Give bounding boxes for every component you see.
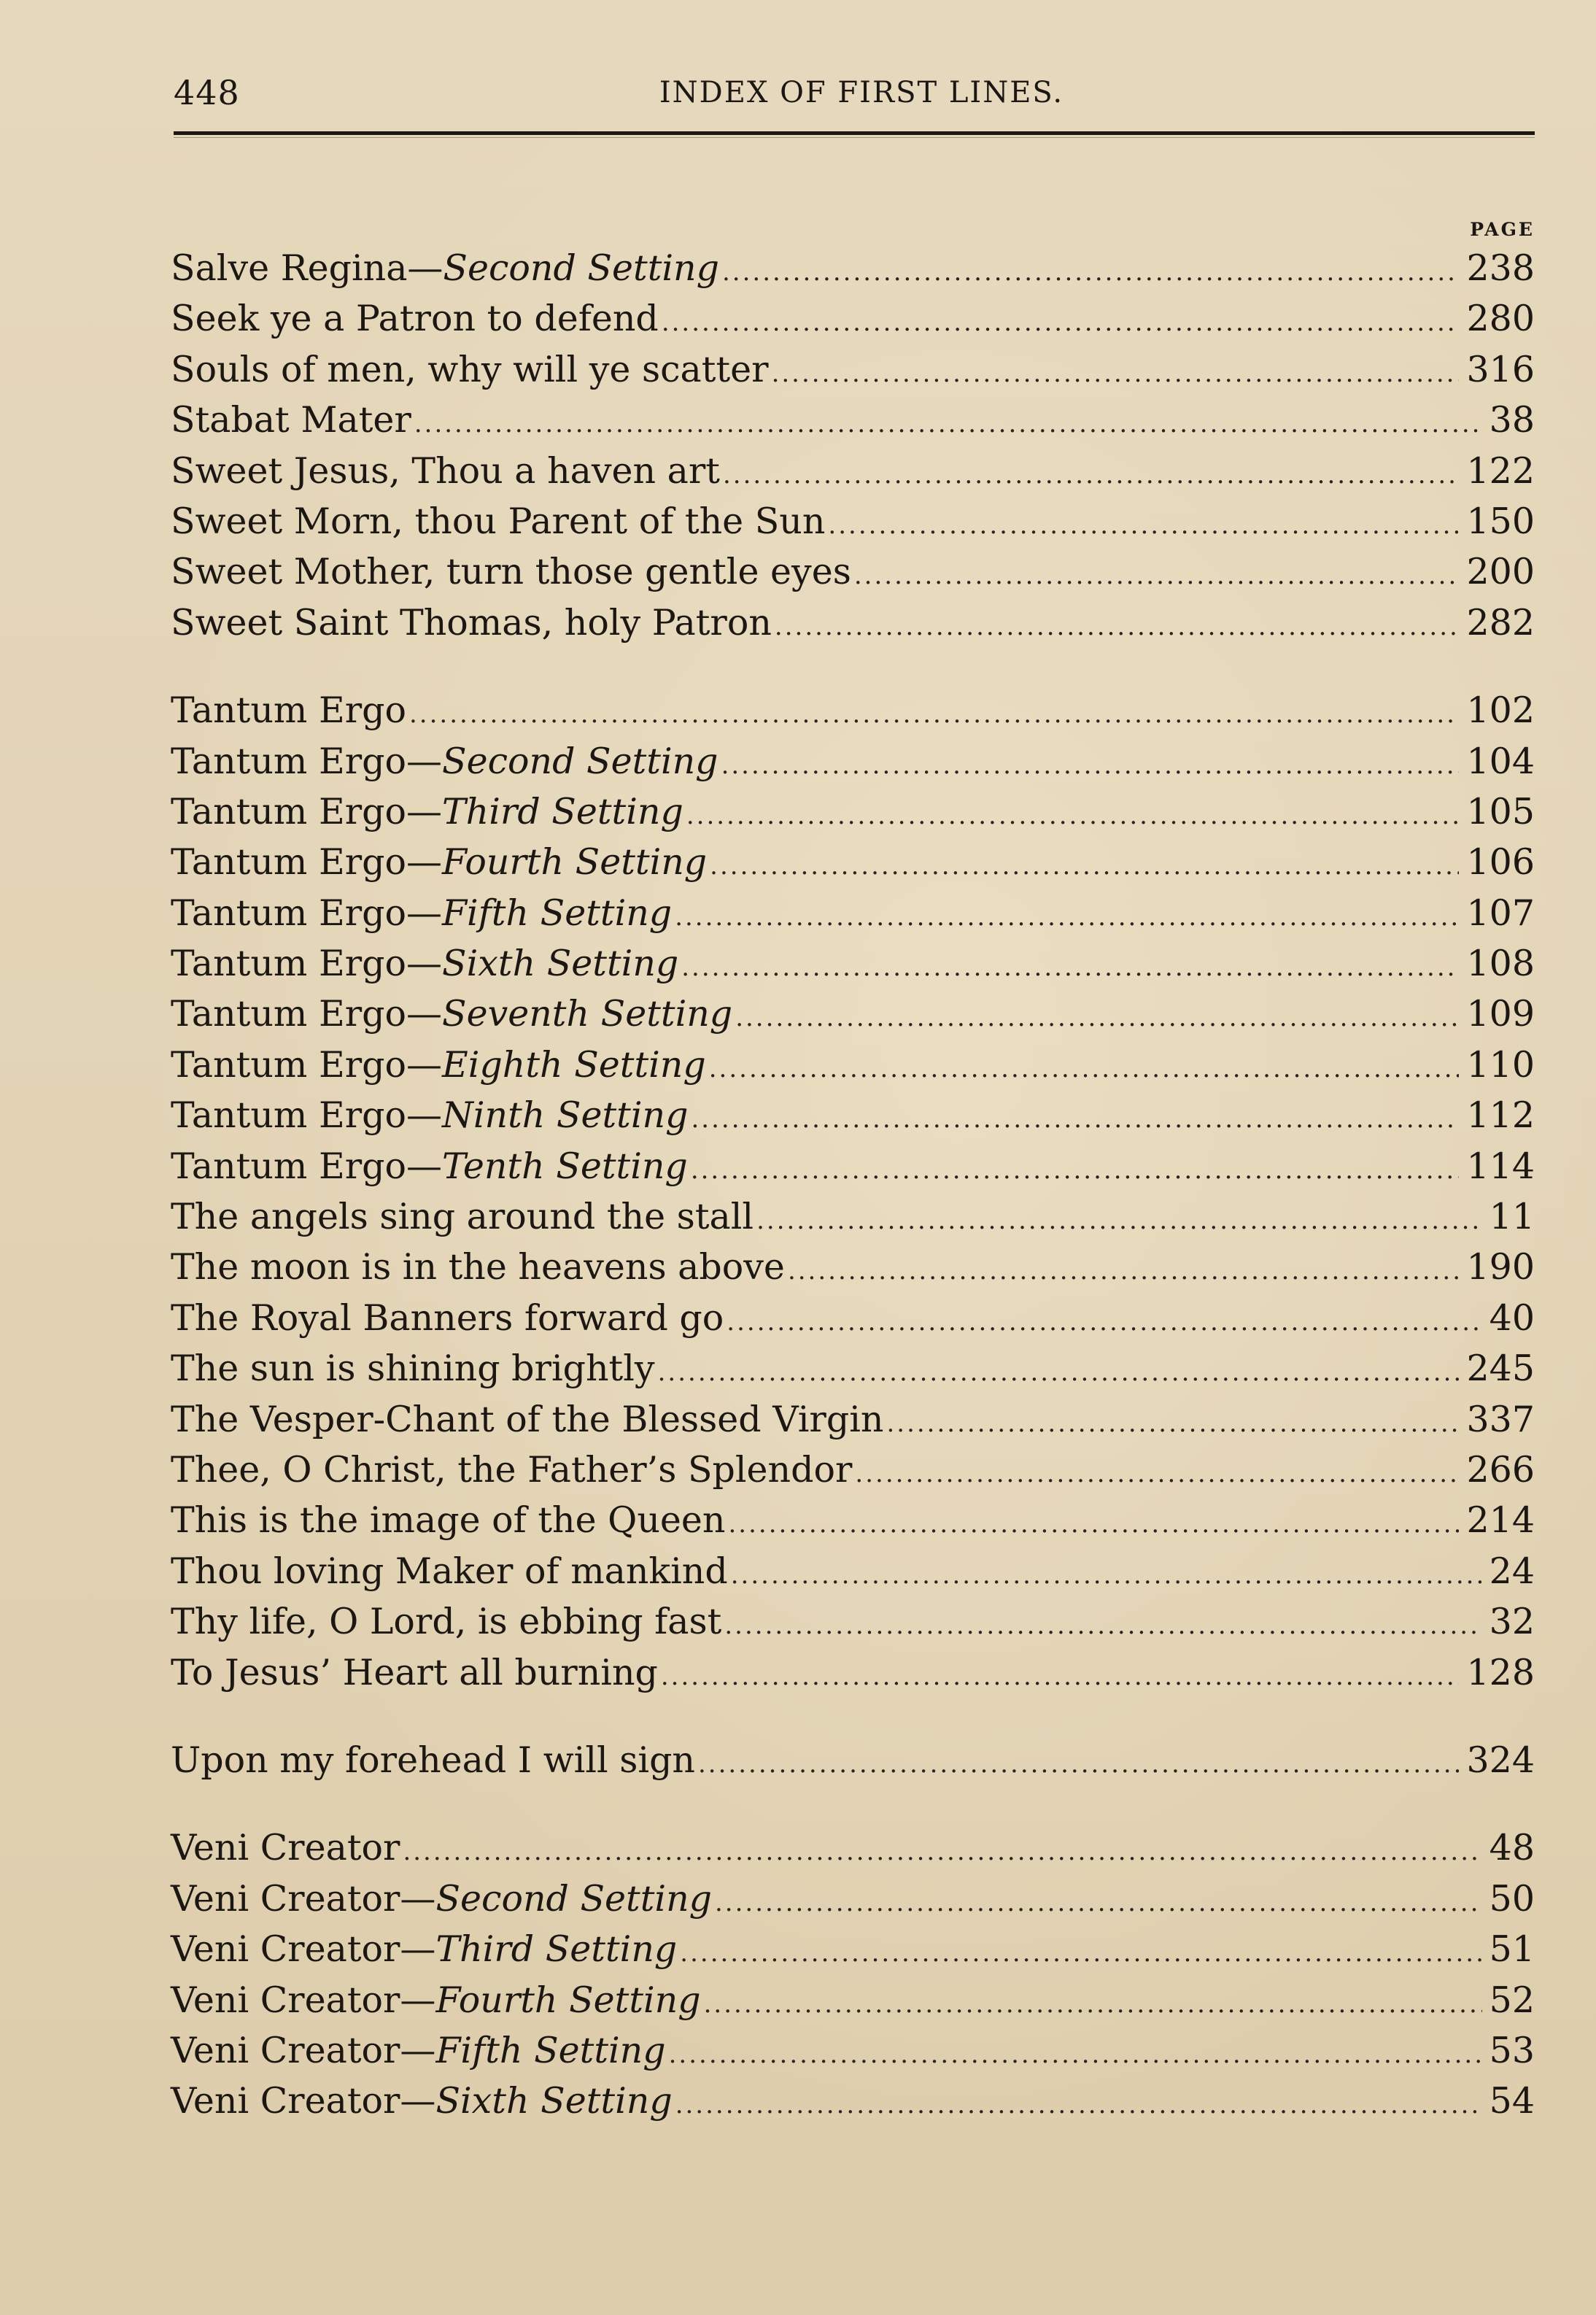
entry-first-line: Seek ye a Patron to defend [171, 298, 659, 340]
dot-leader [788, 1246, 1460, 1296]
index-entry [171, 736, 1535, 787]
dot-leader [686, 791, 1460, 841]
dot-leader [772, 349, 1460, 399]
dot-leader [691, 1145, 1460, 1196]
entry-first-line: The moon is in the heavens above [171, 1246, 785, 1288]
index-entry [171, 1191, 1535, 1242]
entry-title [171, 1735, 695, 1785]
entry-page-number: 108 [1466, 943, 1535, 985]
dot-leader [828, 501, 1459, 551]
index-entry [171, 344, 1535, 395]
index-entry [171, 1546, 1535, 1596]
entry-first-line: Veni Creator— [171, 2029, 436, 2071]
entry-title [171, 1975, 701, 2025]
entry-setting: Sixth Setting [442, 943, 679, 985]
page-number: 448 [174, 73, 240, 112]
entry-title [171, 1924, 677, 1974]
dot-leader [723, 450, 1459, 501]
dot-leader [681, 943, 1459, 993]
entry-page-number: 40 [1489, 1296, 1535, 1339]
index-entry [171, 1596, 1535, 1647]
entry-page-number: 150 [1466, 500, 1535, 542]
entry-title [171, 446, 720, 496]
entry-page-number: 24 [1489, 1550, 1535, 1592]
dot-leader [855, 1449, 1459, 1499]
entry-first-line: Sweet Jesus, Thou a haven art [171, 449, 720, 492]
entry-first-line: Salve Regina— [171, 247, 443, 289]
dot-leader [658, 1348, 1460, 1398]
dot-leader [710, 841, 1459, 892]
index-entry [171, 1874, 1535, 1924]
entry-page-number: 238 [1466, 247, 1535, 289]
entry-page-number: 324 [1466, 1739, 1535, 1781]
entry-title [171, 243, 719, 293]
dot-leader [724, 1601, 1481, 1651]
entry-first-line: Veni Creator— [171, 1877, 436, 1920]
entry-title [171, 1343, 655, 1394]
entry-title [171, 1495, 725, 1545]
dot-leader [886, 1399, 1459, 1449]
entry-first-line: Tantum Ergo— [171, 841, 442, 884]
index-group [171, 685, 1535, 1698]
entry-title [171, 1141, 688, 1191]
index-entry [171, 546, 1535, 597]
index-entry [171, 1141, 1535, 1191]
entry-title [171, 598, 772, 648]
entry-title [171, 1040, 706, 1090]
entry-first-line: Veni Creator— [171, 1979, 436, 2021]
entry-setting: Fifth Setting [435, 2029, 666, 2071]
entry-title [171, 344, 769, 395]
entry-setting: Sixth Setting [435, 2080, 673, 2122]
entry-title [171, 837, 707, 887]
entry-page-number: 245 [1466, 1348, 1535, 1390]
entry-page-number: 190 [1466, 1246, 1535, 1288]
index-entry [171, 598, 1535, 648]
dot-leader [721, 741, 1460, 791]
dot-leader [722, 247, 1459, 298]
entry-setting: Second Setting [443, 247, 719, 289]
entry-page-number: 52 [1489, 1979, 1535, 2021]
entry-first-line: Tantum Ergo— [171, 1094, 442, 1137]
index-entry [171, 1445, 1535, 1495]
dot-leader [675, 892, 1459, 943]
index-entry [171, 685, 1535, 735]
index-entry [171, 888, 1535, 938]
entry-title [171, 888, 672, 938]
entry-page-number: 280 [1466, 298, 1535, 340]
dot-leader [680, 1928, 1481, 1979]
entry-setting: Second Setting [442, 740, 718, 782]
entry-title [171, 1394, 883, 1445]
entry-page-number: 122 [1466, 449, 1535, 492]
entry-setting: Seventh Setting [442, 993, 733, 1035]
entry-page-number: 32 [1489, 1601, 1535, 1643]
entry-page-number: 214 [1466, 1499, 1535, 1542]
entry-page-number: 11 [1489, 1196, 1535, 1238]
entry-first-line: Tantum Ergo— [171, 790, 442, 832]
entry-first-line: Veni Creator— [171, 2080, 436, 2122]
entry-title [171, 1596, 721, 1647]
index-group [171, 243, 1535, 648]
page-column-label: PAGE [1470, 219, 1535, 240]
entry-setting: Fourth Setting [435, 1979, 701, 2021]
entry-setting: Third Setting [435, 1928, 678, 1971]
dot-leader [403, 1827, 1481, 1877]
entry-first-line: Sweet Morn, thou Parent of the Sun [171, 500, 826, 542]
entry-first-line: Veni Creator [171, 1827, 400, 1869]
entry-page-number: 109 [1466, 993, 1535, 1035]
index-entry [171, 1975, 1535, 2025]
dot-leader [691, 1094, 1459, 1145]
entry-setting: Ninth Setting [442, 1094, 689, 1137]
index-entry [171, 1735, 1535, 1785]
entry-first-line: Tantum Ergo— [171, 993, 442, 1035]
index-entry [171, 1040, 1535, 1090]
index-entry [171, 1394, 1535, 1445]
entry-first-line: The angels sing around the stall [171, 1196, 754, 1238]
entry-first-line: This is the image of the Queen [171, 1499, 726, 1542]
entry-title [171, 1293, 724, 1343]
index-entry [171, 1647, 1535, 1698]
entry-first-line: Souls of men, why will ye scatter [171, 348, 769, 390]
index-entry [171, 1343, 1535, 1394]
index-entry [171, 1924, 1535, 1974]
entry-page-number: 104 [1466, 740, 1535, 782]
entry-setting: Fifth Setting [442, 892, 673, 934]
dot-leader [675, 2080, 1482, 2130]
dot-leader [661, 1652, 1460, 1702]
index-entry [171, 1293, 1535, 1343]
entry-page-number: 200 [1466, 551, 1535, 593]
index-entry [171, 2025, 1535, 2076]
entry-title [171, 1823, 400, 1873]
entry-first-line: Thy life, O Lord, is ebbing fast [171, 1601, 722, 1643]
entry-first-line: Sweet Mother, turn those gentle eyes [171, 551, 851, 593]
entry-setting: Fourth Setting [442, 841, 708, 884]
header-rule [174, 131, 1535, 135]
entry-page-number: 106 [1466, 841, 1535, 884]
dot-leader [775, 602, 1460, 652]
index-group [171, 1735, 1535, 1785]
entry-first-line: To Jesus’ Heart all burning [171, 1651, 658, 1693]
entry-title [171, 1191, 754, 1242]
entry-title [171, 938, 678, 989]
entry-page-number: 54 [1489, 2080, 1535, 2122]
entry-first-line: Tantum Ergo— [171, 892, 442, 934]
entry-title [171, 1874, 712, 1924]
entry-title [171, 395, 411, 445]
dot-leader [409, 689, 1459, 740]
entry-first-line: Thou loving Maker of mankind [171, 1550, 728, 1592]
entry-title [171, 293, 659, 344]
entry-page-number: 53 [1489, 2029, 1535, 2071]
entry-page-number: 282 [1466, 601, 1535, 644]
entry-title [171, 546, 851, 597]
index-entry [171, 293, 1535, 344]
index-entry [171, 243, 1535, 293]
entry-page-number: 105 [1466, 790, 1535, 832]
index-entry [171, 496, 1535, 546]
dot-leader [414, 399, 1482, 449]
entry-title [171, 1242, 785, 1292]
entry-first-line: Thee, O Christ, the Father’s Splendor [171, 1448, 853, 1491]
dot-leader [715, 1878, 1482, 1928]
index-of-first-lines [171, 243, 1535, 2127]
dot-leader [709, 1044, 1460, 1094]
entry-page-number: 316 [1466, 348, 1535, 390]
entry-page-number: 337 [1466, 1398, 1535, 1440]
entry-page-number: 102 [1466, 689, 1535, 732]
index-entry [171, 1495, 1535, 1545]
entry-page-number: 50 [1489, 1877, 1535, 1920]
entry-first-line: Upon my forehead I will sign [171, 1739, 695, 1781]
entry-page-number: 128 [1466, 1651, 1535, 1693]
dot-leader [704, 1979, 1482, 2030]
page-title: INDEX OF FIRST LINES. [659, 76, 1064, 109]
index-entry [171, 2076, 1535, 2126]
entry-title [171, 989, 732, 1039]
entry-title [171, 1445, 852, 1495]
entry-first-line: Tantum Ergo— [171, 740, 442, 782]
index-group [171, 1823, 1535, 2126]
dot-leader [727, 1297, 1481, 1348]
dot-leader [669, 2030, 1482, 2080]
entry-title [171, 685, 406, 735]
entry-setting: Third Setting [442, 790, 683, 832]
entry-first-line: Tantum Ergo— [171, 1145, 442, 1187]
entry-setting: Tenth Setting [442, 1145, 688, 1187]
index-entry [171, 787, 1535, 837]
entry-first-line: Veni Creator— [171, 1928, 436, 1971]
dot-leader [698, 1739, 1459, 1790]
dot-leader [662, 298, 1460, 348]
dot-leader [735, 993, 1459, 1043]
entry-page-number: 110 [1466, 1043, 1535, 1086]
entry-title [171, 1647, 658, 1698]
entry-first-line: Tantum Ergo [171, 689, 406, 732]
dot-leader [854, 551, 1460, 601]
entry-setting: Eighth Setting [442, 1043, 706, 1086]
entry-title [171, 2076, 673, 2126]
entry-first-line: Tantum Ergo— [171, 1043, 442, 1086]
index-entry [171, 938, 1535, 989]
entry-first-line: The Royal Banners forward go [171, 1296, 724, 1339]
entry-first-line: The sun is shining brightly [171, 1348, 655, 1390]
dot-leader [731, 1550, 1482, 1601]
index-entry [171, 837, 1535, 887]
index-entry [171, 1823, 1535, 1873]
entry-page-number: 112 [1466, 1094, 1535, 1137]
index-entry [171, 446, 1535, 496]
entry-title [171, 1090, 688, 1140]
entry-page-number: 114 [1466, 1145, 1535, 1187]
entry-title [171, 1546, 728, 1596]
entry-page-number: 48 [1489, 1827, 1535, 1869]
index-entry [171, 989, 1535, 1039]
entry-title [171, 787, 683, 837]
index-entry [171, 1090, 1535, 1140]
entry-page-number: 266 [1466, 1448, 1535, 1491]
entry-page-number: 107 [1466, 892, 1535, 934]
entry-first-line: Sweet Saint Thomas, holy Patron [171, 601, 772, 644]
entry-first-line: Stabat Mater [171, 399, 411, 441]
entry-title [171, 736, 718, 787]
entry-page-number: 38 [1489, 399, 1535, 441]
entry-first-line: The Vesper-Chant of the Blessed Virgin [171, 1398, 884, 1440]
entry-first-line: Tantum Ergo— [171, 943, 442, 985]
running-head [174, 73, 1535, 117]
entry-setting: Second Setting [435, 1877, 712, 1920]
entry-title [171, 496, 825, 546]
entry-page-number: 51 [1489, 1928, 1535, 1971]
index-entry [171, 1242, 1535, 1292]
dot-leader [728, 1499, 1459, 1550]
dot-leader [756, 1196, 1482, 1246]
index-entry [171, 395, 1535, 445]
entry-title [171, 2025, 666, 2076]
